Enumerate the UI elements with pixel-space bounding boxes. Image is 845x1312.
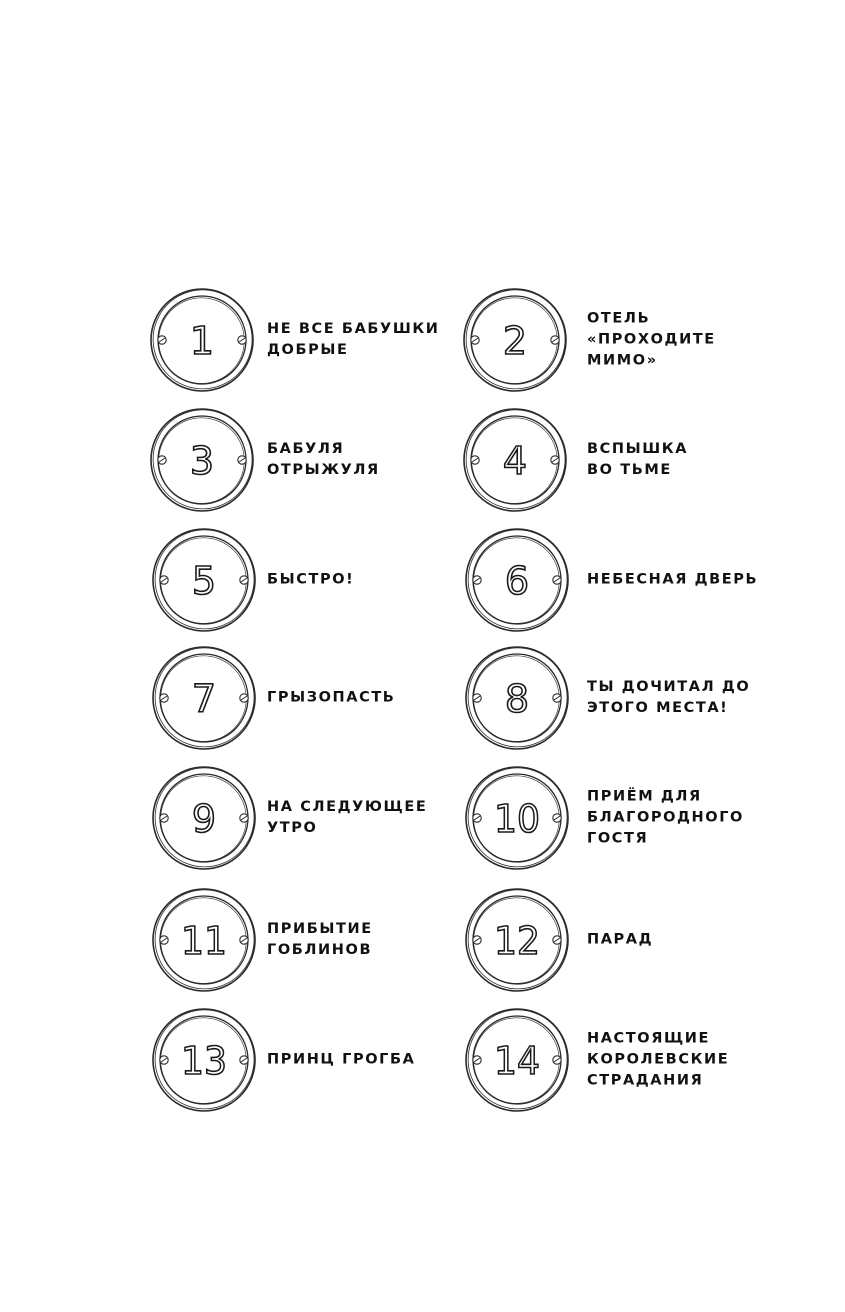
chapter-number-plate — [149, 1005, 259, 1115]
chapter-title: НЕ ВСЕ БАБУШКИ ДОБРЫЕ — [267, 321, 440, 358]
chapter-number-plate — [149, 885, 259, 995]
chapter-number: 1 — [189, 319, 215, 363]
chapter-title: ПРИЁМ ДЛЯ БЛАГОРОДНОГО ГОСТЯ — [587, 788, 744, 847]
chapter-entry-14[interactable] — [462, 1005, 842, 1115]
chapter-number: 10 — [494, 797, 540, 841]
chapter-number: 2 — [502, 319, 528, 363]
number-plate-svg — [149, 525, 259, 635]
chapter-number-plate — [462, 885, 572, 995]
number-plate-svg — [462, 763, 572, 873]
chapter-title: ПРИНЦ ГРОГБА — [267, 1051, 416, 1068]
chapter-entry-4[interactable] — [460, 405, 840, 515]
number-plate-svg — [149, 643, 259, 753]
chapter-number-plate — [149, 763, 259, 873]
chapter-number: 12 — [494, 919, 540, 963]
chapter-number: 5 — [191, 559, 217, 603]
chapter-number-plate — [147, 405, 257, 515]
chapter-number-plate — [462, 763, 572, 873]
chapter-number: 13 — [181, 1039, 227, 1083]
chapter-entry-2[interactable] — [460, 285, 840, 395]
number-plate-svg — [149, 763, 259, 873]
chapter-number: 6 — [504, 559, 530, 603]
chapter-number-plate — [462, 643, 572, 753]
chapter-number-plate — [460, 285, 570, 395]
number-plate-svg — [462, 643, 572, 753]
chapter-number: 11 — [181, 919, 227, 963]
number-plate-svg — [147, 285, 257, 395]
number-plate-svg — [460, 405, 570, 515]
chapter-title: ГРЫЗОПАСТЬ — [267, 689, 396, 706]
chapter-entry-12[interactable] — [462, 885, 842, 995]
number-plate-svg — [462, 1005, 572, 1115]
chapter-number: 3 — [189, 439, 215, 483]
chapter-title: ТЫ ДОЧИТАЛ ДО ЭТОГО МЕСТА! — [587, 679, 751, 716]
chapter-title: ПАРАД — [587, 931, 654, 948]
number-plate-svg — [147, 405, 257, 515]
chapter-number-plate — [147, 285, 257, 395]
number-plate-svg — [462, 885, 572, 995]
chapter-title: ОТЕЛЬ «ПРОХОДИТЕ МИМО» — [587, 310, 716, 369]
chapter-number: 8 — [504, 677, 530, 721]
chapter-number-plate — [149, 525, 259, 635]
chapter-title: НЕБЕСНАЯ ДВЕРЬ — [587, 571, 759, 588]
number-plate-svg — [460, 285, 570, 395]
chapter-title: НАСТОЯЩИЕ КОРОЛЕВСКИЕ СТРАДАНИЯ — [587, 1030, 730, 1089]
chapter-number-plate — [149, 643, 259, 753]
chapter-number-plate — [462, 1005, 572, 1115]
chapter-number: 14 — [494, 1039, 540, 1083]
chapter-number-plate — [460, 405, 570, 515]
number-plate-svg — [149, 1005, 259, 1115]
chapter-number: 9 — [191, 797, 217, 841]
number-plate-svg — [149, 885, 259, 995]
chapter-number: 7 — [191, 677, 217, 721]
chapter-title: ПРИБЫТИЕ ГОБЛИНОВ — [267, 921, 373, 958]
chapter-title: БАБУЛЯ ОТРЫЖУЛЯ — [267, 441, 380, 478]
number-plate-svg — [462, 525, 572, 635]
chapter-number: 4 — [502, 439, 528, 483]
chapter-title: БЫСТРО! — [267, 571, 355, 588]
chapter-number-plate — [462, 525, 572, 635]
chapter-title: НА СЛЕДУЮЩЕЕ УТРО — [267, 799, 428, 836]
chapter-entry-8[interactable] — [462, 643, 842, 753]
chapter-entry-6[interactable] — [462, 525, 842, 635]
chapter-title: ВСПЫШКА ВО ТЬМЕ — [587, 441, 689, 478]
chapter-entry-10[interactable] — [462, 763, 842, 873]
